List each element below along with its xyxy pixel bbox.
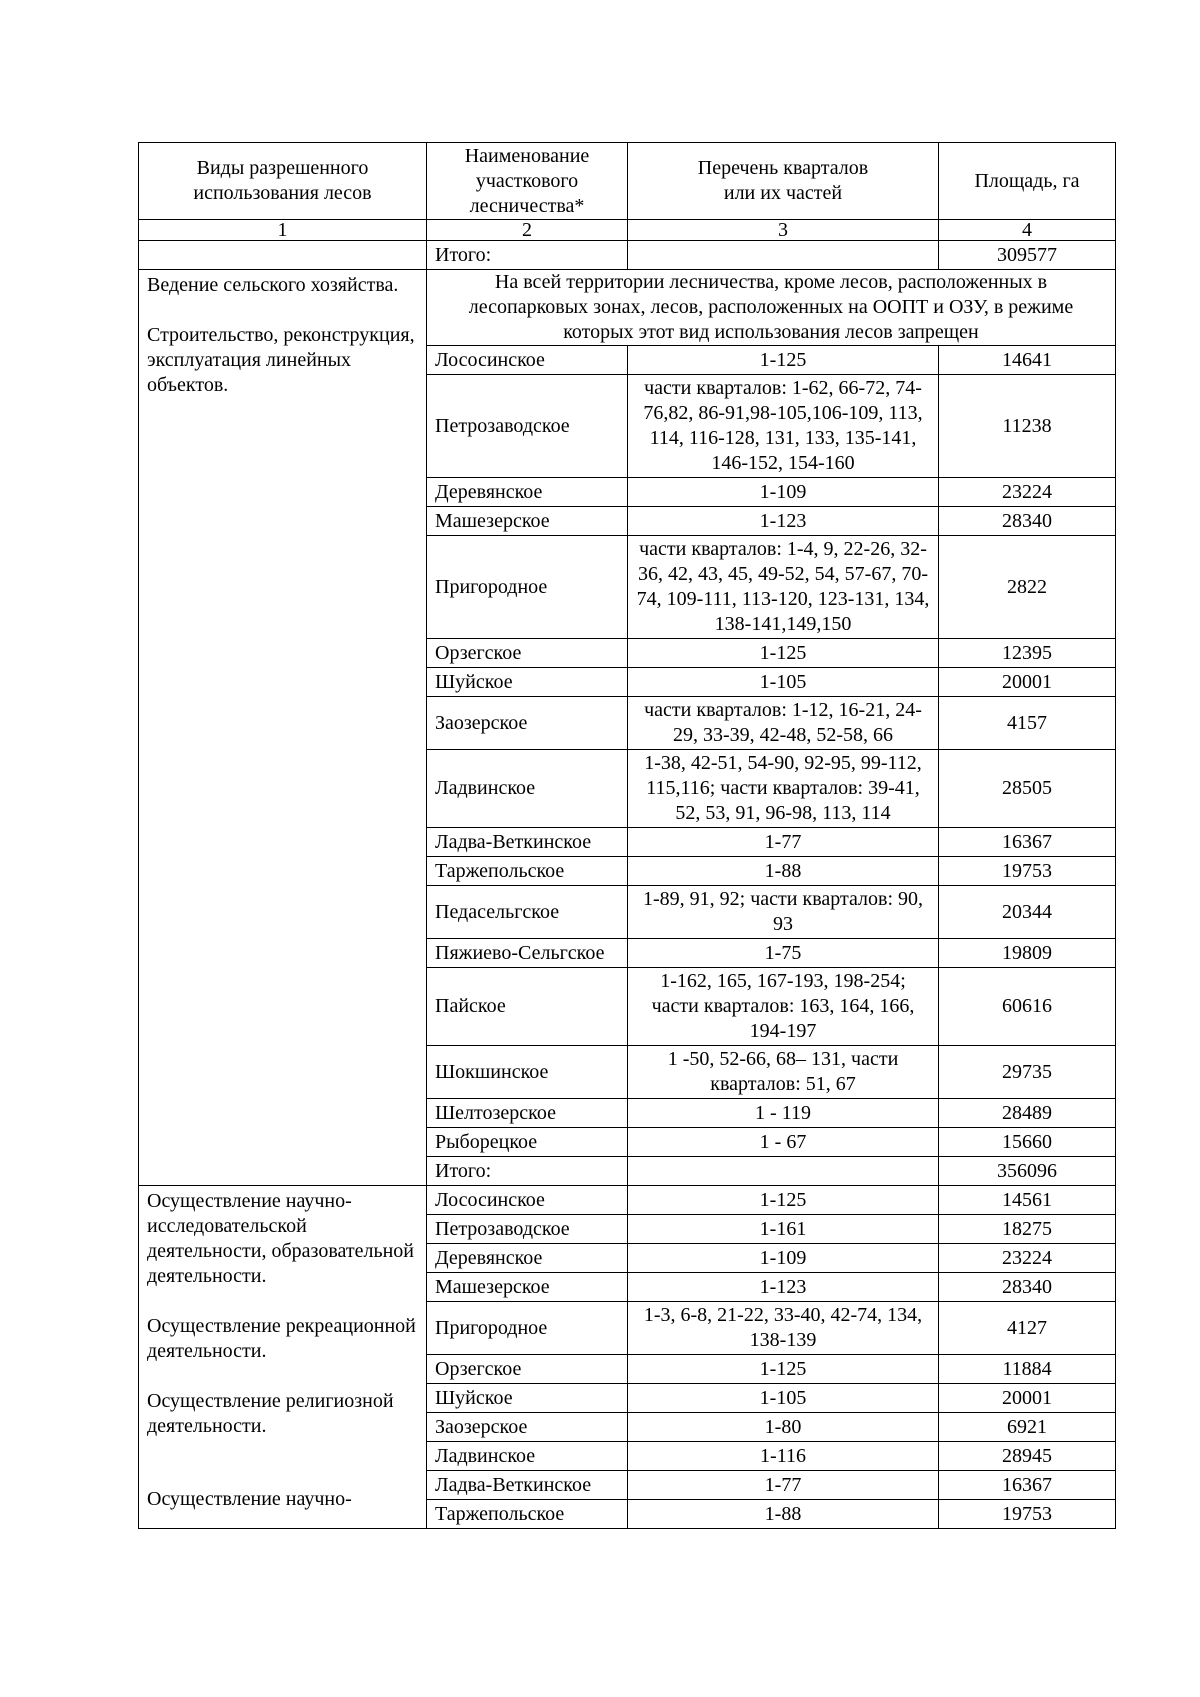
quarters-list: 1-123 xyxy=(628,507,939,536)
area-value: 28489 xyxy=(939,1099,1116,1128)
area-value: 29735 xyxy=(939,1046,1116,1099)
forestry-name: Рыборецкое xyxy=(427,1128,628,1157)
forestry-name: Деревянское xyxy=(427,478,628,507)
empty-cell xyxy=(628,241,939,270)
forestry-name: Машезерское xyxy=(427,1273,628,1302)
header-forestry-name: Наименование участкового лесничества* xyxy=(427,143,628,220)
total-label: Итого: xyxy=(427,241,628,270)
total-area: 356096 xyxy=(939,1157,1116,1186)
forestry-name: Таржепольское xyxy=(427,857,628,886)
forestry-name: Шуйское xyxy=(427,668,628,697)
use-type: Осуществление научно- xyxy=(147,1488,352,1510)
total-area: 309577 xyxy=(939,241,1116,270)
area-value: 18275 xyxy=(939,1215,1116,1244)
area-value: 14641 xyxy=(939,346,1116,375)
top-total-row xyxy=(139,241,1116,270)
forestry-name: Лососинское xyxy=(427,1186,628,1215)
forestry-name: Орзегское xyxy=(427,1355,628,1384)
area-value: 11238 xyxy=(939,375,1116,478)
forestry-name: Шелтозерское xyxy=(427,1099,628,1128)
group1-notice: На всей территории лесничества, кроме лесов, расположенных в лесопарковых зонах, лесов, расположенных на ООПТ и ОЗУ, в режиме которых этот вид использования лесов запрещен xyxy=(427,270,1116,346)
area-value: 23224 xyxy=(939,478,1116,507)
area-value: 23224 xyxy=(939,1244,1116,1273)
quarters-list: 1-88 xyxy=(628,1500,939,1529)
area-value: 4127 xyxy=(939,1302,1116,1355)
forestry-name: Ладва-Веткинское xyxy=(427,828,628,857)
forestry-name: Педасельгское xyxy=(427,886,628,939)
column-number: 3 xyxy=(628,220,939,241)
use-type: Осуществление научно-исследовательской деятельности, образовательной деятельности. xyxy=(147,1190,414,1287)
forestry-name: Петрозаводское xyxy=(427,375,628,478)
forestry-name: Ладва-Веткинское xyxy=(427,1471,628,1500)
group2-use-types xyxy=(139,1186,427,1529)
group1-use-types xyxy=(139,270,427,1186)
area-value: 20001 xyxy=(939,668,1116,697)
forestry-name: Ладвинское xyxy=(427,750,628,828)
quarters-list: 1-89, 91, 92; части кварталов: 90, 93 xyxy=(628,886,939,939)
area-value: 6921 xyxy=(939,1413,1116,1442)
quarters-list: 1-125 xyxy=(628,1355,939,1384)
empty-cell xyxy=(628,1157,939,1186)
header-quarters: Перечень кварталов или их частей xyxy=(628,143,939,220)
quarters-list: 1-161 xyxy=(628,1215,939,1244)
area-value: 19753 xyxy=(939,1500,1116,1529)
empty-cell xyxy=(139,241,427,270)
header-use-types: Виды разрешенного использования лесов xyxy=(139,143,427,220)
group1-notice-row xyxy=(139,270,1116,346)
area-value: 11884 xyxy=(939,1355,1116,1384)
quarters-list: 1-105 xyxy=(628,1384,939,1413)
document-page xyxy=(138,142,1115,1529)
quarters-list: 1-105 xyxy=(628,668,939,697)
quarters-list: 1-162, 165, 167-193, 198-254; части кварталов: 163, 164, 166, 194-197 xyxy=(628,968,939,1046)
forestry-name: Заозерское xyxy=(427,1413,628,1442)
quarters-list: 1-109 xyxy=(628,1244,939,1273)
header-area: Площадь, га xyxy=(939,143,1116,220)
area-value: 20001 xyxy=(939,1384,1116,1413)
column-number: 4 xyxy=(939,220,1116,241)
forestry-name: Шуйское xyxy=(427,1384,628,1413)
area-value: 28945 xyxy=(939,1442,1116,1471)
quarters-list: 1-3, 6-8, 21-22, 33-40, 42-74, 134, 138-139 xyxy=(628,1302,939,1355)
quarters-list: 1 - 119 xyxy=(628,1099,939,1128)
quarters-list: части кварталов: 1-62, 66-72, 74-76,82, 86-91,98-105,106-109, 113, 114, 116-128, 131, 133, 135-141, 146-152, 154-160 xyxy=(628,375,939,478)
area-value: 19809 xyxy=(939,939,1116,968)
quarters-list: 1-80 xyxy=(628,1413,939,1442)
use-type: Осуществление рекреационной деятельности. xyxy=(147,1315,416,1362)
column-number-row xyxy=(139,220,1116,241)
forestry-name: Шокшинское xyxy=(427,1046,628,1099)
forestry-name: Таржепольское xyxy=(427,1500,628,1529)
column-number: 2 xyxy=(427,220,628,241)
forestry-name: Пригородное xyxy=(427,536,628,639)
area-value: 60616 xyxy=(939,968,1116,1046)
area-value: 28340 xyxy=(939,1273,1116,1302)
quarters-list: 1-125 xyxy=(628,639,939,668)
total-label: Итого: xyxy=(427,1157,628,1186)
quarters-list: 1-88 xyxy=(628,857,939,886)
area-value: 14561 xyxy=(939,1186,1116,1215)
forestry-name: Заозерское xyxy=(427,697,628,750)
area-value: 4157 xyxy=(939,697,1116,750)
column-number: 1 xyxy=(139,220,427,241)
forestry-name: Ладвинское xyxy=(427,1442,628,1471)
use-type: Ведение сельского хозяйства. xyxy=(147,274,399,296)
use-type: Строительство, реконструкция, эксплуатация линейных объектов. xyxy=(147,324,415,396)
forestry-name: Петрозаводское xyxy=(427,1215,628,1244)
forestry-name: Пайское xyxy=(427,968,628,1046)
area-value: 16367 xyxy=(939,828,1116,857)
quarters-list: 1-77 xyxy=(628,1471,939,1500)
forest-use-table xyxy=(138,142,1116,1529)
area-value: 28505 xyxy=(939,750,1116,828)
use-type: Осуществление религиозной деятельности. xyxy=(147,1390,394,1437)
quarters-list: 1 -50, 52-66, 68– 131, части кварталов: 51, 67 xyxy=(628,1046,939,1099)
quarters-list: 1-75 xyxy=(628,939,939,968)
area-value: 19753 xyxy=(939,857,1116,886)
quarters-list: части кварталов: 1-4, 9, 22-26, 32-36, 42, 43, 45, 49-52, 54, 57-67, 70-74, 109-111, 113-120, 123-131, 134, 138-141,149,150 xyxy=(628,536,939,639)
quarters-list: части кварталов: 1-12, 16-21, 24-29, 33-39, 42-48, 52-58, 66 xyxy=(628,697,939,750)
forestry-name: Машезерское xyxy=(427,507,628,536)
forestry-name: Пяжиево-Сельгское xyxy=(427,939,628,968)
forestry-name: Лососинское xyxy=(427,346,628,375)
area-value: 12395 xyxy=(939,639,1116,668)
header-row xyxy=(139,143,1116,220)
quarters-list: 1-125 xyxy=(628,346,939,375)
area-value: 15660 xyxy=(939,1128,1116,1157)
forestry-name: Орзегское xyxy=(427,639,628,668)
area-value: 20344 xyxy=(939,886,1116,939)
quarters-list: 1-125 xyxy=(628,1186,939,1215)
area-value: 28340 xyxy=(939,507,1116,536)
quarters-list: 1-38, 42-51, 54-90, 92-95, 99-112, 115,116; части кварталов: 39-41, 52, 53, 91, 96-98, 113, 114 xyxy=(628,750,939,828)
quarters-list: 1 - 67 xyxy=(628,1128,939,1157)
area-value: 16367 xyxy=(939,1471,1116,1500)
quarters-list: 1-116 xyxy=(628,1442,939,1471)
quarters-list: 1-77 xyxy=(628,828,939,857)
quarters-list: 1-109 xyxy=(628,478,939,507)
table-row xyxy=(139,1186,1116,1215)
forestry-name: Деревянское xyxy=(427,1244,628,1273)
area-value: 2822 xyxy=(939,536,1116,639)
quarters-list: 1-123 xyxy=(628,1273,939,1302)
forestry-name: Пригородное xyxy=(427,1302,628,1355)
